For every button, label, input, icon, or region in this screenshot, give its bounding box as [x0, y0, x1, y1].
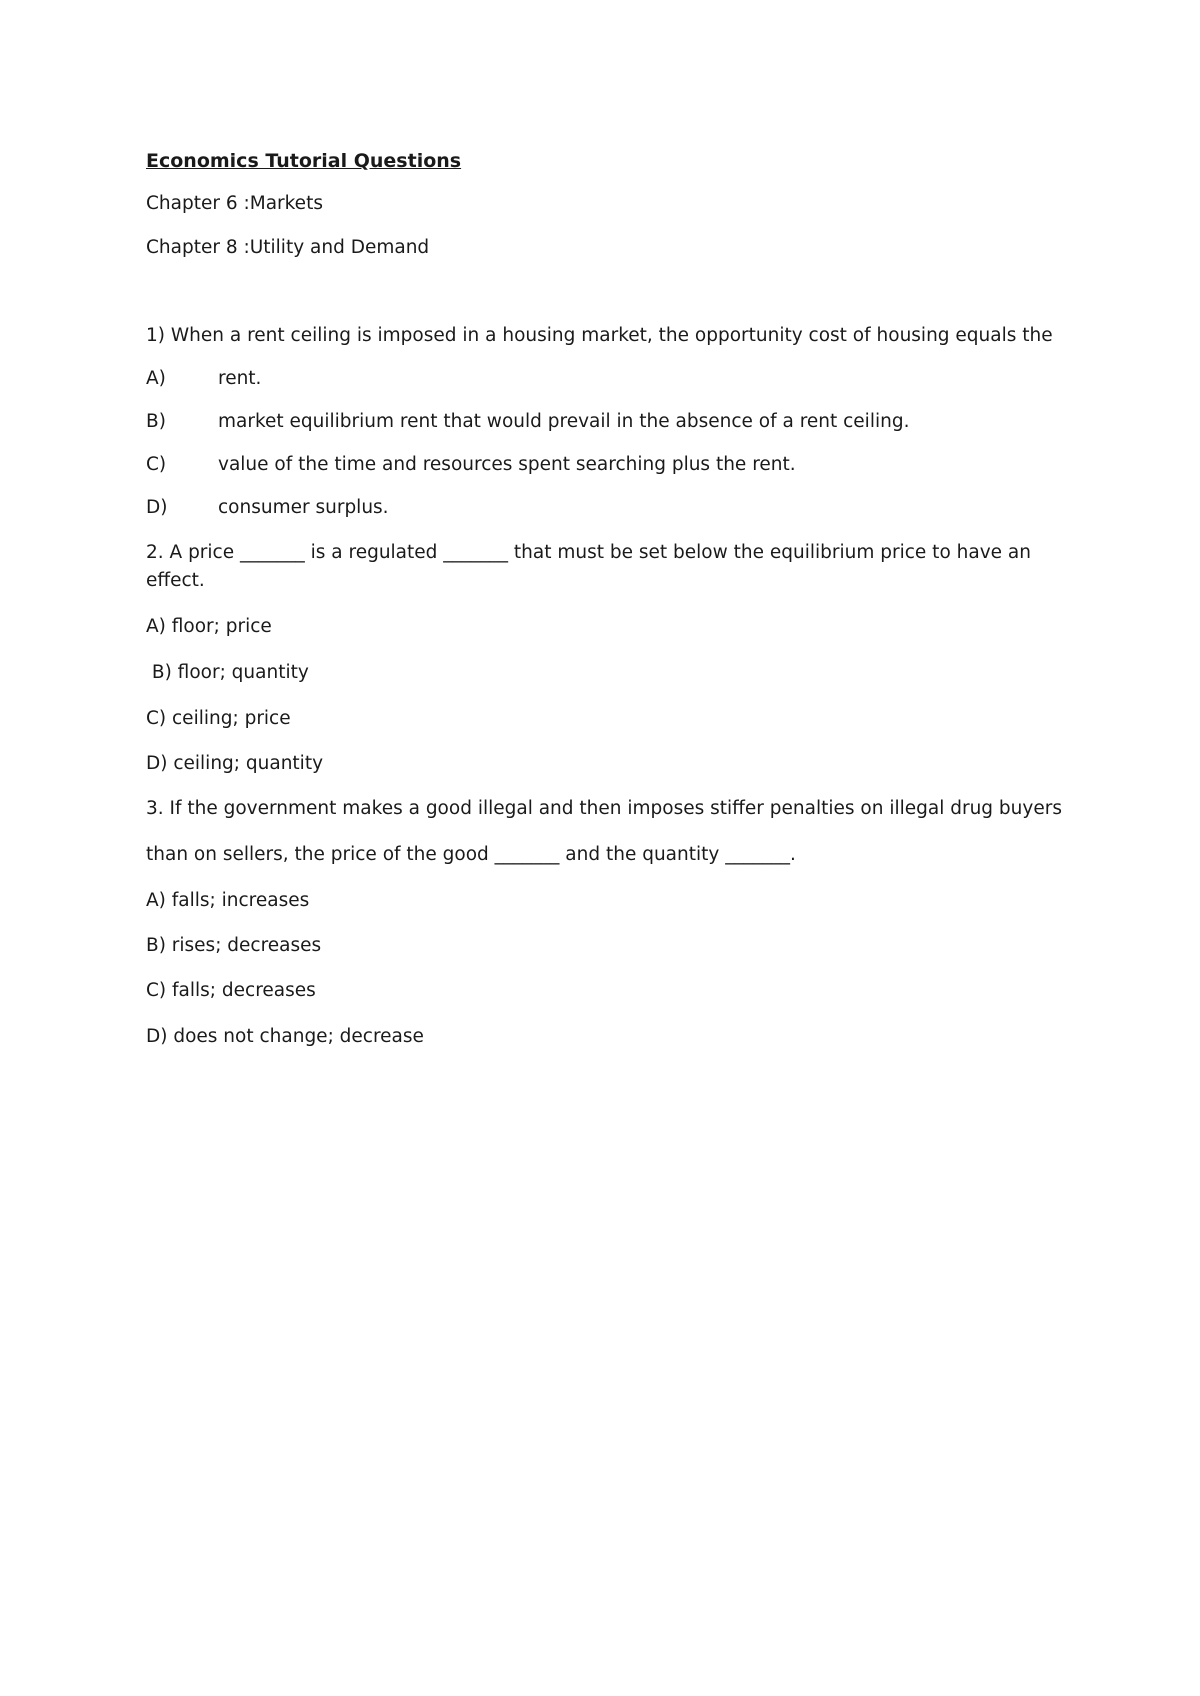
option-text: rent.: [218, 368, 262, 389]
option-letter: B): [146, 411, 166, 432]
question-3-option-b: B) rises; decreases: [146, 935, 322, 956]
question-2-option-b: B) floor; quantity: [146, 662, 309, 683]
question-3-option-d: D) does not change; decrease: [146, 1026, 424, 1047]
document-title: Economics Tutorial Questions: [146, 150, 462, 172]
question-1-stem: 1) When a rent ceiling is imposed in a housing market, the opportunity cost of housing equals the: [146, 325, 1053, 346]
option-text: market equilibrium rent that would prevail in the absence of a rent ceiling.: [218, 411, 910, 432]
question-3-option-c: C) falls; decreases: [146, 980, 316, 1001]
option-text: value of the time and resources spent searching plus the rent.: [218, 454, 796, 475]
question-1-option-d: [146, 494, 389, 522]
chapter-line-1: Chapter 6 :Markets: [146, 193, 323, 214]
question-1-option-a: [146, 365, 261, 393]
option-letter: D): [146, 497, 168, 518]
question-2-option-c: C) ceiling; price: [146, 708, 291, 729]
question-1-option-b: [146, 408, 909, 436]
question-3-stem-line-2: than on sellers, the price of the good _______ and the quantity _______.: [146, 844, 796, 865]
question-3-stem-line-1: 3. If the government makes a good illegal and then imposes stiffer penalties on illegal drug buyers: [146, 798, 1062, 819]
question-2-option-d: D) ceiling; quantity: [146, 753, 324, 774]
option-letter: C): [146, 454, 167, 475]
question-2-option-a: A) floor; price: [146, 616, 272, 637]
question-3-option-a: A) falls; increases: [146, 890, 310, 911]
question-1-option-c: [146, 451, 796, 479]
option-text: consumer surplus.: [218, 497, 389, 518]
question-2-stem: 2. A price _______ is a regulated _______ that must be set below the equilibrium price to have an effect.: [146, 542, 1031, 591]
chapter-line-2: Chapter 8 :Utility and Demand: [146, 237, 430, 258]
option-letter: A): [146, 368, 166, 389]
